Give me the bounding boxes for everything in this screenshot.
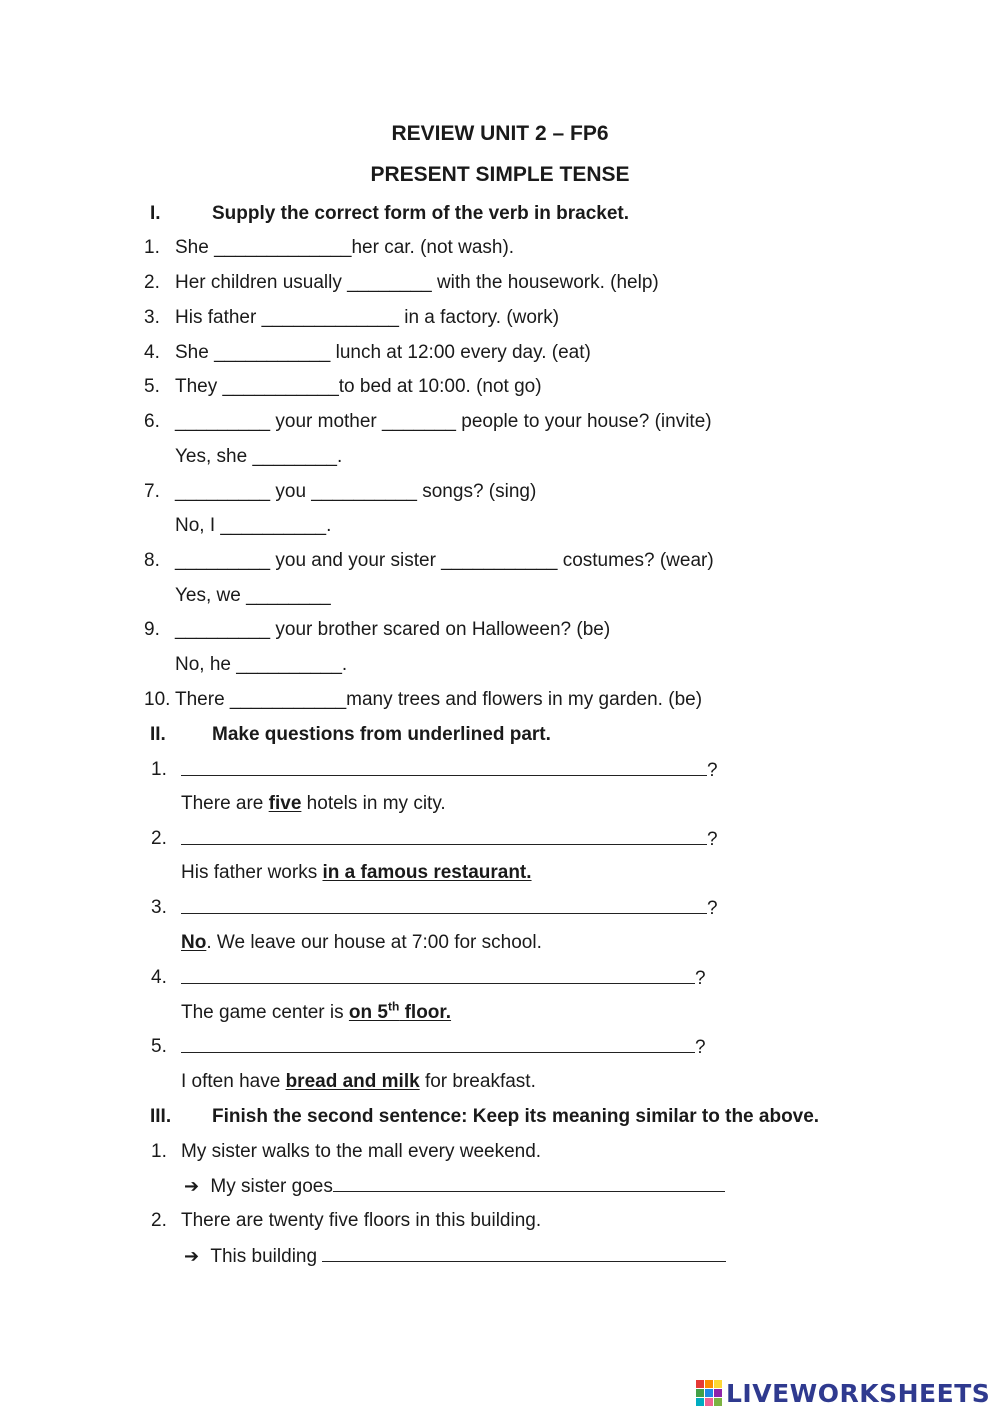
s2-item-sentence: [181, 932, 542, 954]
s2-item-sentence: [181, 793, 446, 815]
s2-question-blank[interactable]: [181, 759, 718, 782]
s1-item-number: 4.: [144, 342, 160, 363]
underlined-text: on 5: [348, 1002, 388, 1023]
s2-item-number: 3.: [151, 897, 167, 918]
s3-answer-row[interactable]: [184, 1245, 726, 1268]
s1-item-text: _________ your mother _______ people to your house? (invite): [175, 411, 712, 432]
s1-item-number: 8.: [144, 550, 160, 571]
question-mark: ?: [695, 1037, 706, 1058]
section-3-heading: Finish the second sentence: Keep its meaning similar to the above.: [212, 1106, 820, 1127]
logo-block: [714, 1398, 722, 1406]
s1-item-number: 9.: [144, 619, 160, 640]
s2-question-blank[interactable]: [181, 828, 718, 851]
logo-block: [705, 1389, 713, 1397]
blank-line: [181, 1036, 695, 1053]
superscript-text: th: [387, 999, 400, 1014]
sentence-text: The game center is: [181, 1002, 349, 1023]
section-1-heading: Supply the correct form of the verb in bracket.: [212, 203, 630, 224]
s2-item-sentence: [181, 999, 452, 1024]
sentence-text: hotels in my city.: [301, 793, 446, 814]
s1-item-number: 7.: [144, 481, 160, 502]
s1-item-text: His father _____________ in a factory. (work): [175, 307, 560, 328]
s3-item-text: My sister walks to the mall every weekend.: [181, 1141, 542, 1162]
s1-item-number: 1.: [144, 237, 160, 258]
section-2-number: II.: [150, 724, 166, 745]
sentence-text: for breakfast.: [419, 1071, 536, 1092]
s2-question-blank[interactable]: [181, 1036, 706, 1059]
arrow-icon: ➔: [184, 1246, 200, 1266]
sentence-text: His father works: [181, 862, 323, 883]
section-3-number: III.: [150, 1106, 172, 1127]
s1-item-text: There ___________many trees and flowers in my garden. (be): [175, 689, 703, 710]
logo-block: [705, 1398, 713, 1406]
underlined-part: in a famous restaurant.: [322, 862, 532, 883]
s1-item-number: 3.: [144, 307, 160, 328]
blank-line: [333, 1175, 725, 1192]
underlined-part: No: [181, 932, 207, 953]
sentence-text: . We leave our house at 7:00 for school.: [206, 932, 542, 953]
logo-text: LIVEWORKSHEETS: [726, 1378, 991, 1408]
s2-item-number: 2.: [151, 828, 167, 849]
s2-item-number: 5.: [151, 1036, 167, 1057]
question-mark: ?: [707, 898, 718, 919]
sentence-text: There are: [181, 793, 269, 814]
s1-item-number: 5.: [144, 376, 160, 397]
s1-answer-line: Yes, we ________: [175, 585, 331, 606]
section-1-number: I.: [150, 203, 161, 224]
blank-line: [181, 828, 707, 845]
blank-line: [181, 897, 707, 914]
s1-item-text: _________ your brother scared on Halloween? (be): [175, 619, 611, 640]
logo-block: [714, 1380, 722, 1388]
underlined-part: [348, 999, 452, 1023]
question-mark: ?: [695, 968, 706, 989]
s1-item-text: _________ you and your sister ___________ costumes? (wear): [175, 550, 714, 571]
blank-line: [181, 967, 695, 984]
s1-item-number: 10.: [144, 689, 171, 710]
answer-prompt: This building: [210, 1246, 323, 1267]
underlined-part: bread and milk: [285, 1071, 420, 1092]
s1-answer-line: No, he __________.: [175, 654, 348, 675]
s1-item-text: Her children usually ________ with the housework. (help): [175, 272, 659, 293]
s1-item-text: She ___________ lunch at 12:00 every day. (eat): [175, 342, 591, 363]
blank-line: [181, 759, 707, 776]
worksheet-subtitle: PRESENT SIMPLE TENSE: [370, 163, 630, 186]
logo-block: [705, 1380, 713, 1388]
section-2-heading: Make questions from underlined part.: [212, 724, 551, 745]
logo-block: [696, 1389, 704, 1397]
logo-block: [714, 1389, 722, 1397]
underlined-text: floor.: [399, 1002, 452, 1023]
blank-line: [322, 1245, 726, 1262]
s1-item-number: 6.: [144, 411, 160, 432]
s2-item-sentence: [181, 1071, 536, 1093]
worksheet-title: REVIEW UNIT 2 – FP6: [391, 122, 609, 145]
s1-item-text: _________ you __________ songs? (sing): [175, 481, 537, 502]
s1-answer-line: Yes, she ________.: [175, 446, 343, 467]
logo-blocks-icon: [696, 1380, 722, 1406]
underlined-part: five: [268, 793, 302, 814]
question-mark: ?: [707, 760, 718, 781]
s2-item-number: 1.: [151, 759, 167, 780]
arrow-icon: ➔: [184, 1176, 200, 1196]
s1-item-text: They ___________to bed at 10:00. (not go): [175, 376, 542, 397]
s3-answer-row[interactable]: [184, 1175, 725, 1198]
s1-item-text: She _____________her car. (not wash).: [175, 237, 515, 258]
answer-prompt: My sister goes: [210, 1176, 333, 1197]
sentence-text: I often have: [181, 1071, 286, 1092]
s3-item-number: 2.: [151, 1210, 167, 1231]
liveworksheets-logo[interactable]: [696, 1378, 990, 1408]
s1-item-number: 2.: [144, 272, 160, 293]
s3-item-text: There are twenty five floors in this building.: [181, 1210, 542, 1231]
logo-block: [696, 1398, 704, 1406]
s2-item-sentence: [181, 862, 532, 884]
s2-question-blank[interactable]: [181, 897, 718, 920]
logo-block: [696, 1380, 704, 1388]
s3-item-number: 1.: [151, 1141, 167, 1162]
s2-item-number: 4.: [151, 967, 167, 988]
question-mark: ?: [707, 829, 718, 850]
s2-question-blank[interactable]: [181, 967, 706, 990]
s1-answer-line: No, I __________.: [175, 515, 332, 536]
